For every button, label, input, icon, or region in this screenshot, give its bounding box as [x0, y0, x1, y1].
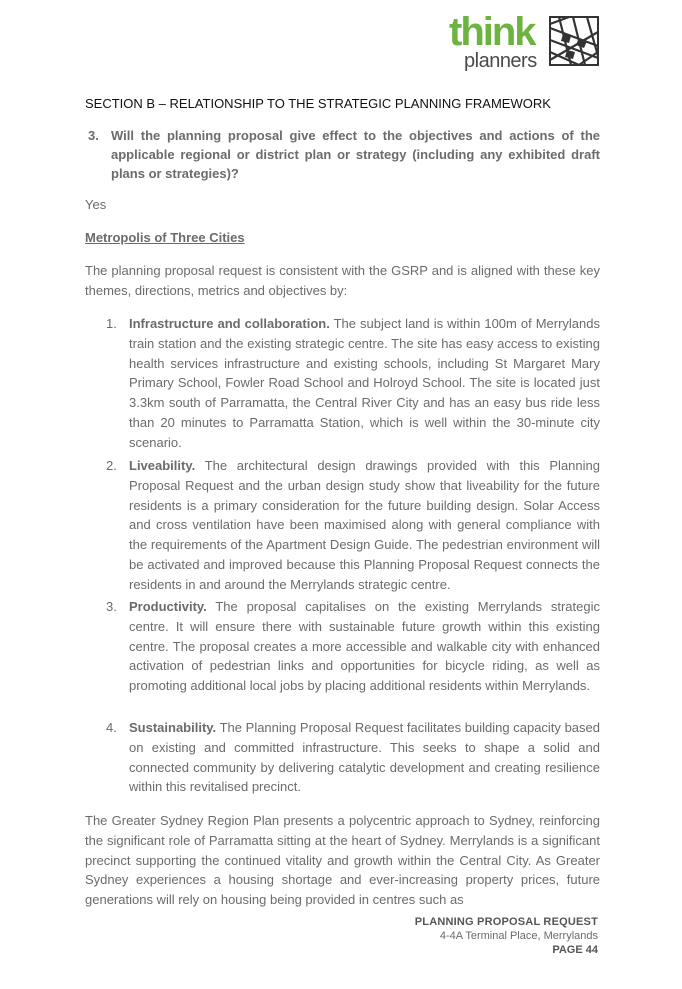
closing-paragraph: The Greater Sydney Region Plan presents a polycentric approach to Sydney, reinforcing the significant role of Parramatta sitting at the heart of Sydney. Merrylands is a significant precinct supporting the continued vitality and growth within the Central City. As Greater Sydney experiences a housing shortage and ever-increasing property prices, future generations will rely on housing being provided in centres such as: [85, 813, 600, 908]
list-item-body: [129, 456, 600, 595]
list-item-title: Infrastructure and collaboration.: [129, 316, 330, 331]
question-number: 3.: [88, 128, 99, 143]
map-grid-icon: [549, 16, 599, 66]
list-item-number: 1.: [106, 316, 117, 331]
list-item-text: The proposal capitalises on the existing Merrylands strategic centre. It will ensure there with sustainable future growth within this existing centre. The proposal creates a more accessible and walkable city with enhanced activation of pedestrian links and opportunities for bicycle riding, as well as promoting additional local jobs by placing additional residents within Merrylands.: [129, 599, 600, 694]
logo-word-planners: planners: [464, 50, 537, 72]
list-item-body: [129, 597, 600, 696]
list-item-text: The subject land is within 100m of Merrylands train station and the existing strategic centre. The site has easy access to existing health services infrastructure and existing schools, including St Margaret Mary Primary School, Fowler Road School and Holroyd School. The site is located just 3.3km south of Parramatta, the Central River City and has an easy bus ride less than 20 minutes to Parramatta Station, which is well within the 30-minute city scenario.: [129, 316, 600, 450]
list-item-number: 2.: [106, 458, 117, 473]
list-item-title: Productivity.: [129, 599, 207, 614]
page-footer: [415, 915, 598, 957]
list-item-title: Sustainability.: [129, 720, 217, 735]
company-logo: [449, 10, 601, 72]
intro-paragraph: The planning proposal request is consistent with the GSRP and is aligned with these key themes, directions, metrics and objectives by:: [85, 263, 600, 298]
list-item-title: Liveability.: [129, 458, 196, 473]
list-item-body: [129, 718, 600, 797]
page-number: PAGE 44: [552, 944, 598, 956]
logo-word-think: think: [449, 10, 535, 54]
list-item-text: The Planning Proposal Request facilitates building capacity based on existing and committed infrastructure. This seeks to shape a solid and connected community by delivering catalytic development and creating resilience within this revitalised precinct.: [129, 720, 600, 795]
list-item-text: The architectural design drawings provided with this Planning Proposal Request and the urban design study show that liveability for the future residents is a primary consideration for the future building design. Solar Access and cross ventilation have been maximised along with general compliance with the requirements of the Apartment Design Guide. The pedestrian environment will be activated and improved because this Planning Proposal Request connects the residents in and around the Merrylands strategic centre.: [129, 458, 600, 592]
subheading: Metropolis of Three Cities: [85, 230, 245, 245]
footer-address: 4-4A Terminal Place, Merrylands: [439, 930, 598, 942]
list-item-number: 3.: [106, 599, 117, 614]
question-text: Will the planning proposal give effect to the objectives and actions of the applicable regional or district plan or strategy (including any exhibited draft plans or strategies)?: [111, 128, 600, 181]
list-item-body: [129, 314, 600, 453]
answer-text: Yes: [85, 197, 107, 212]
footer-title: PLANNING PROPOSAL REQUEST: [414, 916, 598, 928]
section-title: SECTION B – RELATIONSHIP TO THE STRATEGIC PLANNING FRAMEWORK: [85, 96, 551, 111]
list-item-number: 4.: [106, 720, 117, 735]
